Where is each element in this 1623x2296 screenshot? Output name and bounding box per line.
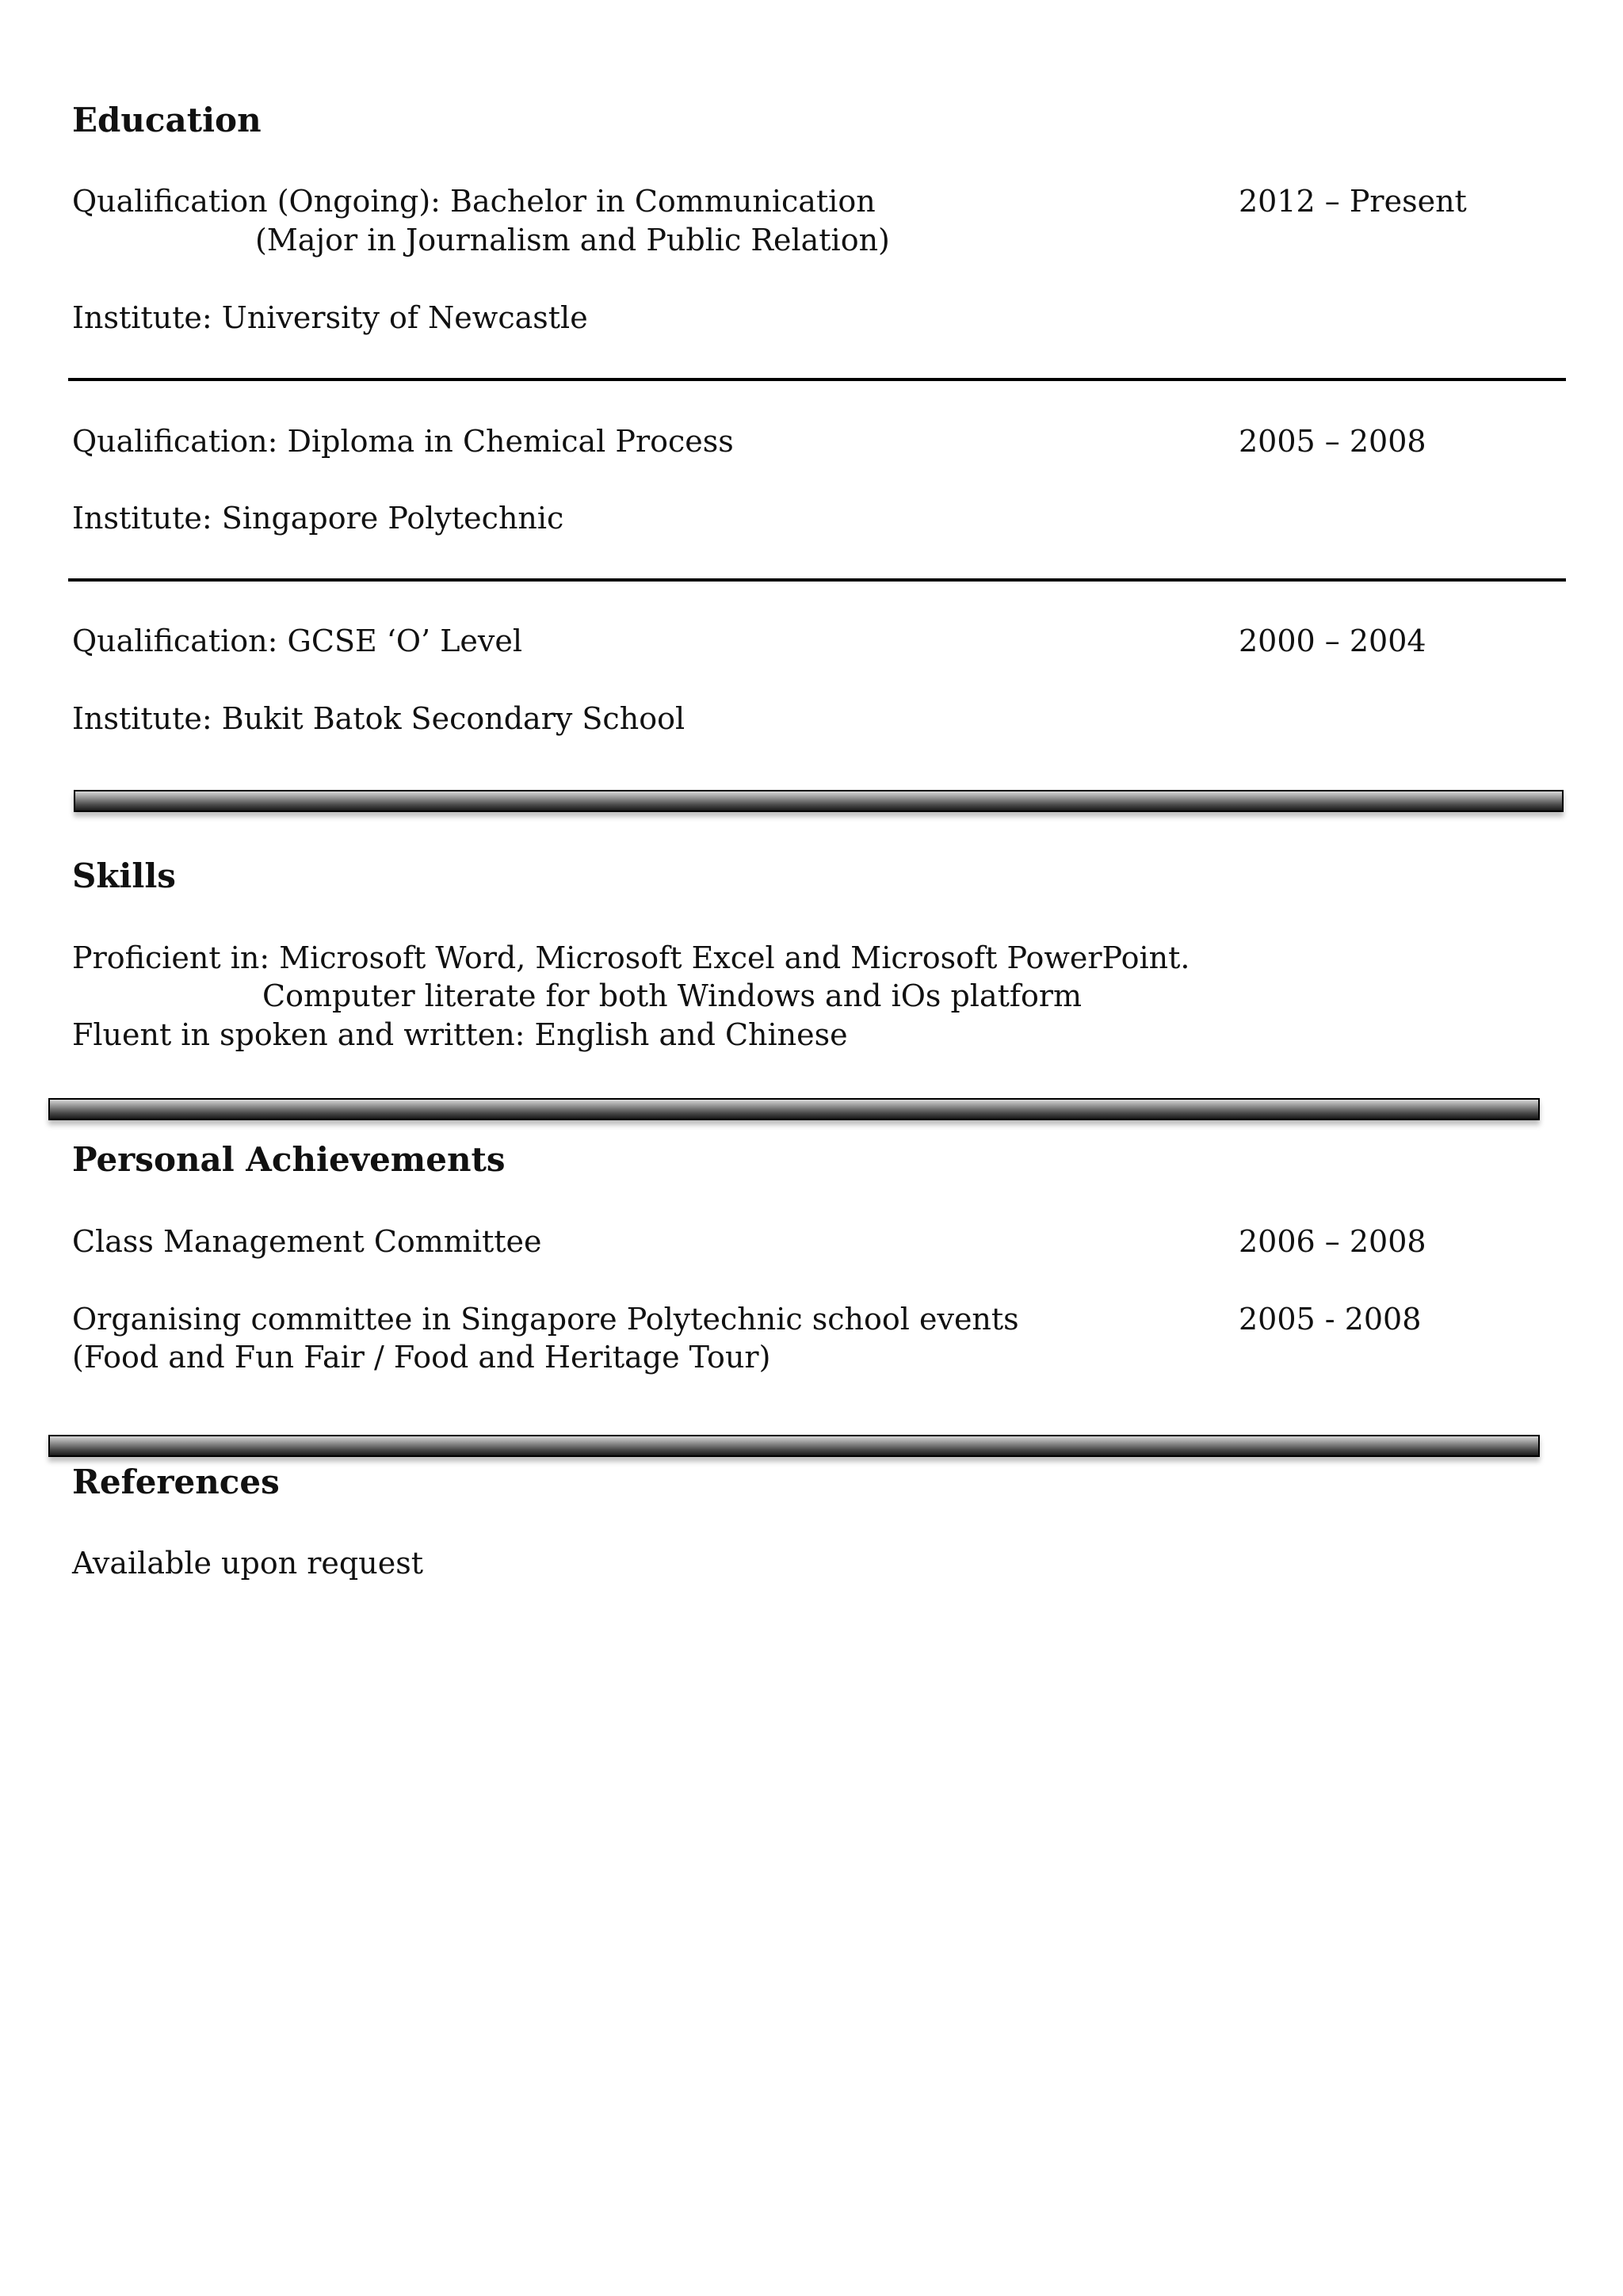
skills-line-2: Computer literate for both Windows and iOs platform (262, 978, 1083, 1013)
education-years-1: 2012 – Present (1239, 184, 1467, 219)
education-divider-1 (68, 378, 1566, 381)
achievement-title-1: Class Management Committee (72, 1224, 542, 1259)
education-institute-1: Institute: University of Newcastle (72, 300, 588, 335)
education-heading: Education (72, 101, 262, 139)
section-bar-3 (48, 1435, 1540, 1457)
skills-heading: Skills (72, 856, 176, 895)
achievements-heading: Personal Achievements (72, 1140, 506, 1179)
achievement-subtitle-2: (Food and Fun Fair / Food and Heritage Tour) (72, 1340, 771, 1375)
education-qualification-1: Qualification (Ongoing): Bachelor in Communication (72, 184, 876, 219)
education-qualification-note-1: (Major in Journalism and Public Relation) (255, 223, 890, 257)
references-text: Available upon request (72, 1546, 423, 1581)
achievement-years-1: 2006 – 2008 (1239, 1224, 1426, 1259)
achievement-years-2: 2005 - 2008 (1239, 1302, 1422, 1337)
section-bar-2 (48, 1098, 1540, 1120)
education-years-2: 2005 – 2008 (1239, 424, 1426, 459)
references-heading: References (72, 1463, 280, 1501)
education-institute-2: Institute: Singapore Polytechnic (72, 501, 564, 536)
skills-line-3: Fluent in spoken and written: English and Chinese (72, 1017, 848, 1052)
education-years-3: 2000 – 2004 (1239, 624, 1426, 658)
education-divider-2 (68, 578, 1566, 582)
achievement-title-2: Organising committee in Singapore Polytechnic school events (72, 1302, 1019, 1337)
section-bar-1 (74, 790, 1564, 812)
education-institute-3: Institute: Bukit Batok Secondary School (72, 701, 685, 736)
skills-line-1: Proficient in: Microsoft Word, Microsoft Excel and Microsoft PowerPoint. (72, 940, 1190, 975)
education-qualification-2: Qualification: Diploma in Chemical Process (72, 424, 734, 459)
education-qualification-3: Qualification: GCSE ‘O’ Level (72, 624, 523, 658)
